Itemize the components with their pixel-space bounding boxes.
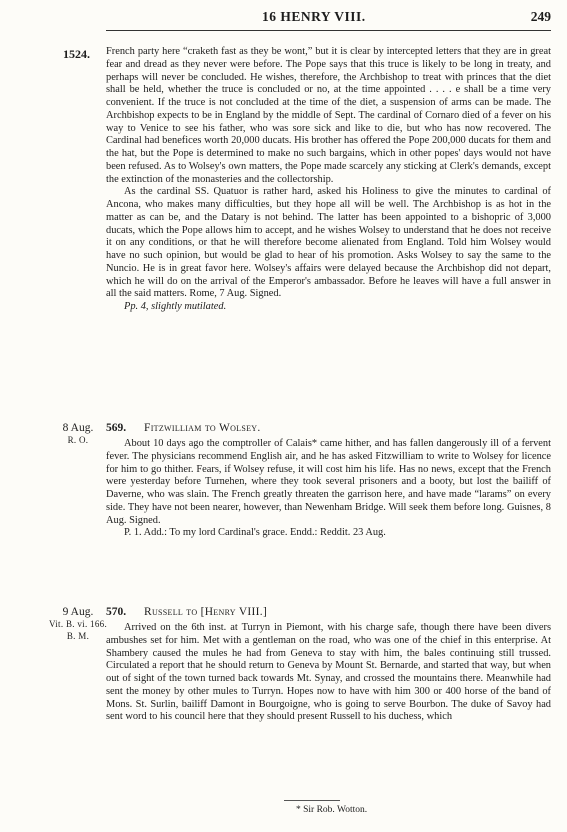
paragraph: As the cardinal SS. Quatuor is rather hard, asked his Holiness to give the minutes to cardinal of Ancona, who makes many difficulties, but they hope all will be well. The Archbishop is as hot in the matter as can be, and the Datary is not behind. The latter has been appointed to a bishopric of 3,000 ducats, which the Pope allows him to accept, and he wishes Wolsey to understand that he does not receive it on any conditions, or that he will therefore become alienated from England. Told him Wolsey would have no such opinion, but would be glad to hear of his promotion. Asks Wolsey to say the same to the Nuncio. He is in great favor here. Wolsey's affairs were delayed because the Archbishop did not depart, which he will do on the arrival of the Emperor's ambassador. Before he leaves will have a full answer in all the said matters. Rome, 7 Aug. Signed. — [106, 186, 551, 300]
entry-body-569 — [106, 438, 551, 540]
entry-number: 570. — [106, 606, 127, 618]
header-rule — [106, 30, 551, 31]
paragraph: French party here “craketh fast as they be wont,” but it is clear by intercepted letters that they are in great fear and dread as they never were before. The Pope says that this truce is likely to be long in treaty, and perhaps will never be concluded. He wishes, therefore, the Archbishop to treat with princes that the diet shall be held, whether the truce is concluded or no, at the time appointed . . . . e shall be a time very convenient. If the truce is not concluded at the time of the diet, a suspension of arms can be made. The Archbishop expects to be in England by the middle of Sept. The cardinal of Cornaro died of a fever on his way to Venice to see his father, who was sore sick and like to die, but who has now recovered. The Cardinal had benefices worth 20,000 ducats. His brother has offered the Pope 200,000 ducats for them and the hat, but the Pope is determined to make no such bargains, which in other popes' days would not have been refused. As to Wolsey's own matters, the Pope made scarcely any sticking at Clerk's demands, except the extinction of the monasteries and the collectorship. — [106, 46, 551, 185]
entry-source: B. M. — [66, 631, 90, 641]
entry-title: Fitzwilliam to Wolsey. — [144, 422, 261, 434]
footnote-rule — [284, 800, 340, 801]
entry-date: 9 Aug. — [62, 606, 94, 618]
paragraph: Arrived on the 6th inst. at Turryn in Piemont, with his charge safe, though there have been divers ambushes set for him. Met with a gentleman on the road, who was one of the chief in this enterprise. At Shambery caused the mules he had from Geneva to stay with him, the bales continuing still trussed. Circulated a report that he should return to Geneva by Mount St. Bernarde, and started that way, but when out of sight of the town turned back towards Mt. Synay, and crossed the mountains there. Meanwhile had sent the money by other mules to Turryn. Hopes now to have with him 300 or 400 horse of the band of Mons. St. Surlin, bailiff Damont in Bourgoigne, who is going to serve Bourbon. The duke of Savoy had sent word to his council here that they should present Russell to his duchess, which — [106, 622, 551, 723]
entry-body-570 — [106, 622, 551, 724]
footnote: * Sir Rob. Wotton. — [296, 805, 368, 815]
entry-source: Vit. B. vi. 166. — [48, 619, 107, 629]
entry-meta: P. 1. Add.: To my lord Cardinal's grace. Endd.: Reddit. 23 Aug. — [124, 527, 386, 539]
entry-title: Russell to [Henry VIII.] — [144, 606, 268, 618]
margin-note-570 — [48, 606, 108, 642]
entry-meta: Pp. 4, slightly mutilated. — [124, 301, 227, 312]
page-number: 249 — [530, 9, 551, 24]
entry-continuation — [106, 46, 551, 314]
entry-heading-569 — [106, 421, 551, 435]
running-title: 16 HENRY VIII. — [262, 9, 366, 24]
entry-number: 569. — [106, 422, 127, 434]
paragraph: About 10 days ago the comptroller of Calais* came hither, and has fallen dangerously ill of a fervent fever. The physicians recommend English air, and he has asked Fitzwilliam to write to Wolsey for licence for him to go thither. Fears, if Wolsey refuse, it will cost him his life. Has no news, except that the French were yesterday before Turnehen, where they took several prisoners and a booty, but lost the bailiff of Daverne, who was slain. The French greatly threaten the garrison here, and have made “larams” on every side. They have not been nearer, however, than Newenham Bridge. Will seek them before long. Guisnes, 8 Aug. Signed. — [106, 438, 551, 526]
entry-heading-570 — [106, 605, 551, 619]
entry-source: R. O. — [67, 435, 89, 445]
margin-year: 1524. — [63, 47, 90, 61]
running-head — [0, 7, 567, 29]
entry-date: 8 Aug. — [62, 422, 94, 434]
margin-note-569 — [48, 422, 108, 446]
